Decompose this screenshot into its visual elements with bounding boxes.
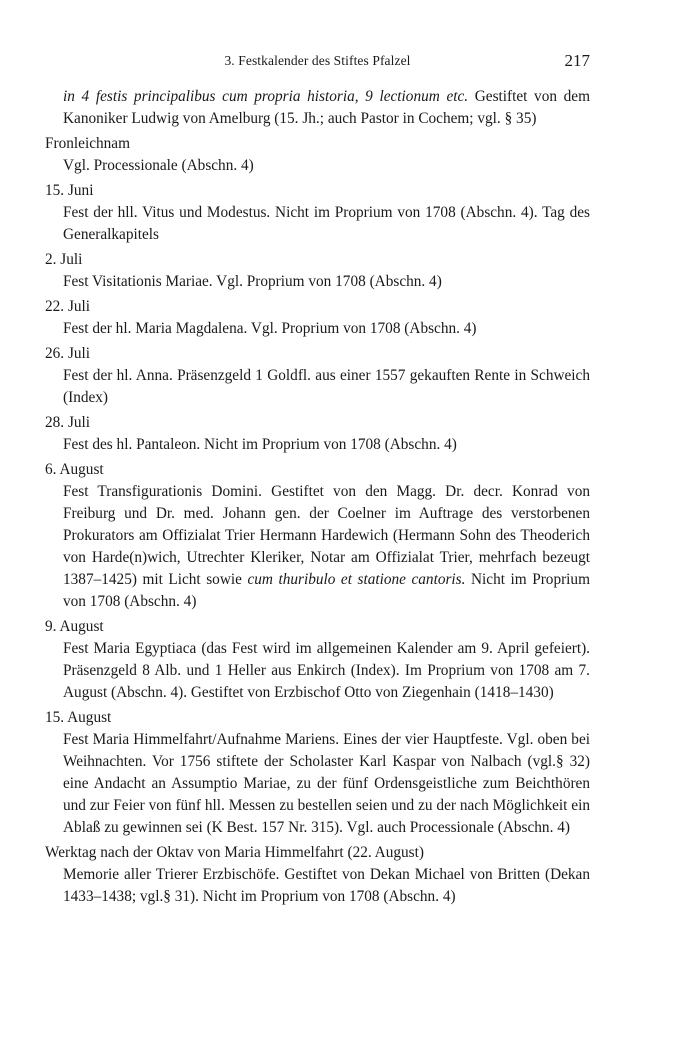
calendar-entry [45,133,590,177]
entry-date: 6. August [45,461,104,478]
entry-text: Memorie aller Trierer Erzbischöfe. Gestiftet von Dekan Michael von Britten (Dekan 1433–1438; vgl.§ 31). Nicht im Proprium von 1708 (Abschn. 4) [63,866,590,905]
running-head: 3. Festkalender des Stiftes Pfalzel [224,53,411,68]
page-header [45,51,590,73]
entry-text: Fest Maria Egyptiaca (das Fest wird im allgemeinen Kalender am 9. April gefeiert). Präsenzgeld 8 Alb. und 1 Heller aus Enkirch (Index). Im Proprium von 1708 am 7. August (Abschn. 4). Gestiftet von Erzbischof Otto von Ziegenhain (1418–1430) [63,640,590,701]
calendar-entry [45,616,590,704]
entry-description [63,202,590,246]
calendar-entry [45,249,590,293]
entry-date: 2. Juli [45,251,83,268]
entry-description [63,864,590,908]
entry-description [63,434,590,456]
entry-date: 26. Juli [45,345,91,362]
entry-text: Fest Maria Himmelfahrt/Aufnahme Mariens. Eines der vier Hauptfeste. Vgl. oben bei Weihnachten. Vor 1756 stiftete der Scholaster Karl Kaspar von Nalbach (vgl.§ 32) eine Andacht an Assumptio Mariae, zu der fünf Ordensgeistliche zum Beichthören und zur Feier von fünf hll. Messen zu bestellen seien und zu der nach Möglichkeit ein Ablaß zu gewinnen sei (K Best. 157 Nr. 315). Vgl. auch Processionale (Abschn. 4) [63,731,590,836]
entry-date: Fronleichnam [45,135,130,152]
entry-text: Nicht im Proprium von 1708 (Abschn. 4) [63,571,590,610]
entry-date: 15. August [45,709,112,726]
continuation-text: Gestiftet von dem Kanoniker Ludwig von Amelburg (15. Jh.; auch Pastor in Cochem; vgl. § 35) [63,88,590,127]
continuation-paragraph [63,86,590,130]
latin-phrase: cum thuribulo et statione cantoris. [247,571,466,588]
calendar-entry [45,343,590,409]
entry-description [63,638,590,704]
calendar-entry [45,412,590,456]
entry-text: Fest Transfigurationis Domini. Gestiftet von den Magg. Dr. decr. Konrad von Freiburg und Dr. med. Johann gen. der Coelner im Auftrage des verstorbenen Prokurators am Offizialat Trier Hermann Hardewich (Hermann Sohn des Theoderich von Harde(n)wich, Utrechter Kleriker, Notar am Offizialat Trier, mehrfach bezeugt 1387–1425) mit Licht sowie [63,483,590,588]
calendar-entry [45,180,590,246]
calendar-entry [45,842,590,908]
entry-date: 22. Juli [45,298,91,315]
entry-description [63,365,590,409]
entry-date: 28. Juli [45,414,91,431]
entry-date: 15. Juni [45,182,94,199]
page-number: 217 [564,51,590,70]
calendar-entry [45,296,590,340]
entry-text: Fest der hll. Vitus und Modestus. Nicht im Proprium von 1708 (Abschn. 4). Tag des Generalkapitels [63,204,590,243]
entry-text: Fest Visitationis Mariae. Vgl. Proprium von 1708 (Abschn. 4) [63,273,442,290]
entry-description [63,155,590,177]
calendar-text [45,86,590,908]
calendar-entries [45,133,590,908]
entry-description [63,271,590,293]
entry-date: Werktag nach der Oktav von Maria Himmelfahrt (22. August) [45,844,424,861]
entry-text: Fest der hl. Anna. Präsenzgeld 1 Goldfl. aus einer 1557 gekauften Rente in Schweich (Index) [63,367,590,406]
calendar-entry [45,459,590,613]
entry-description [63,481,590,613]
entry-description [63,729,590,839]
latin-phrase: in 4 festis principalibus cum propria historia, 9 lectionum etc. [63,88,469,105]
entry-text: Vgl. Processionale (Abschn. 4) [63,157,254,174]
entry-text: Fest des hl. Pantaleon. Nicht im Proprium von 1708 (Abschn. 4) [63,436,457,453]
entry-date: 9. August [45,618,104,635]
entry-description [63,318,590,340]
calendar-entry [45,707,590,839]
entry-text: Fest der hl. Maria Magdalena. Vgl. Proprium von 1708 (Abschn. 4) [63,320,477,337]
